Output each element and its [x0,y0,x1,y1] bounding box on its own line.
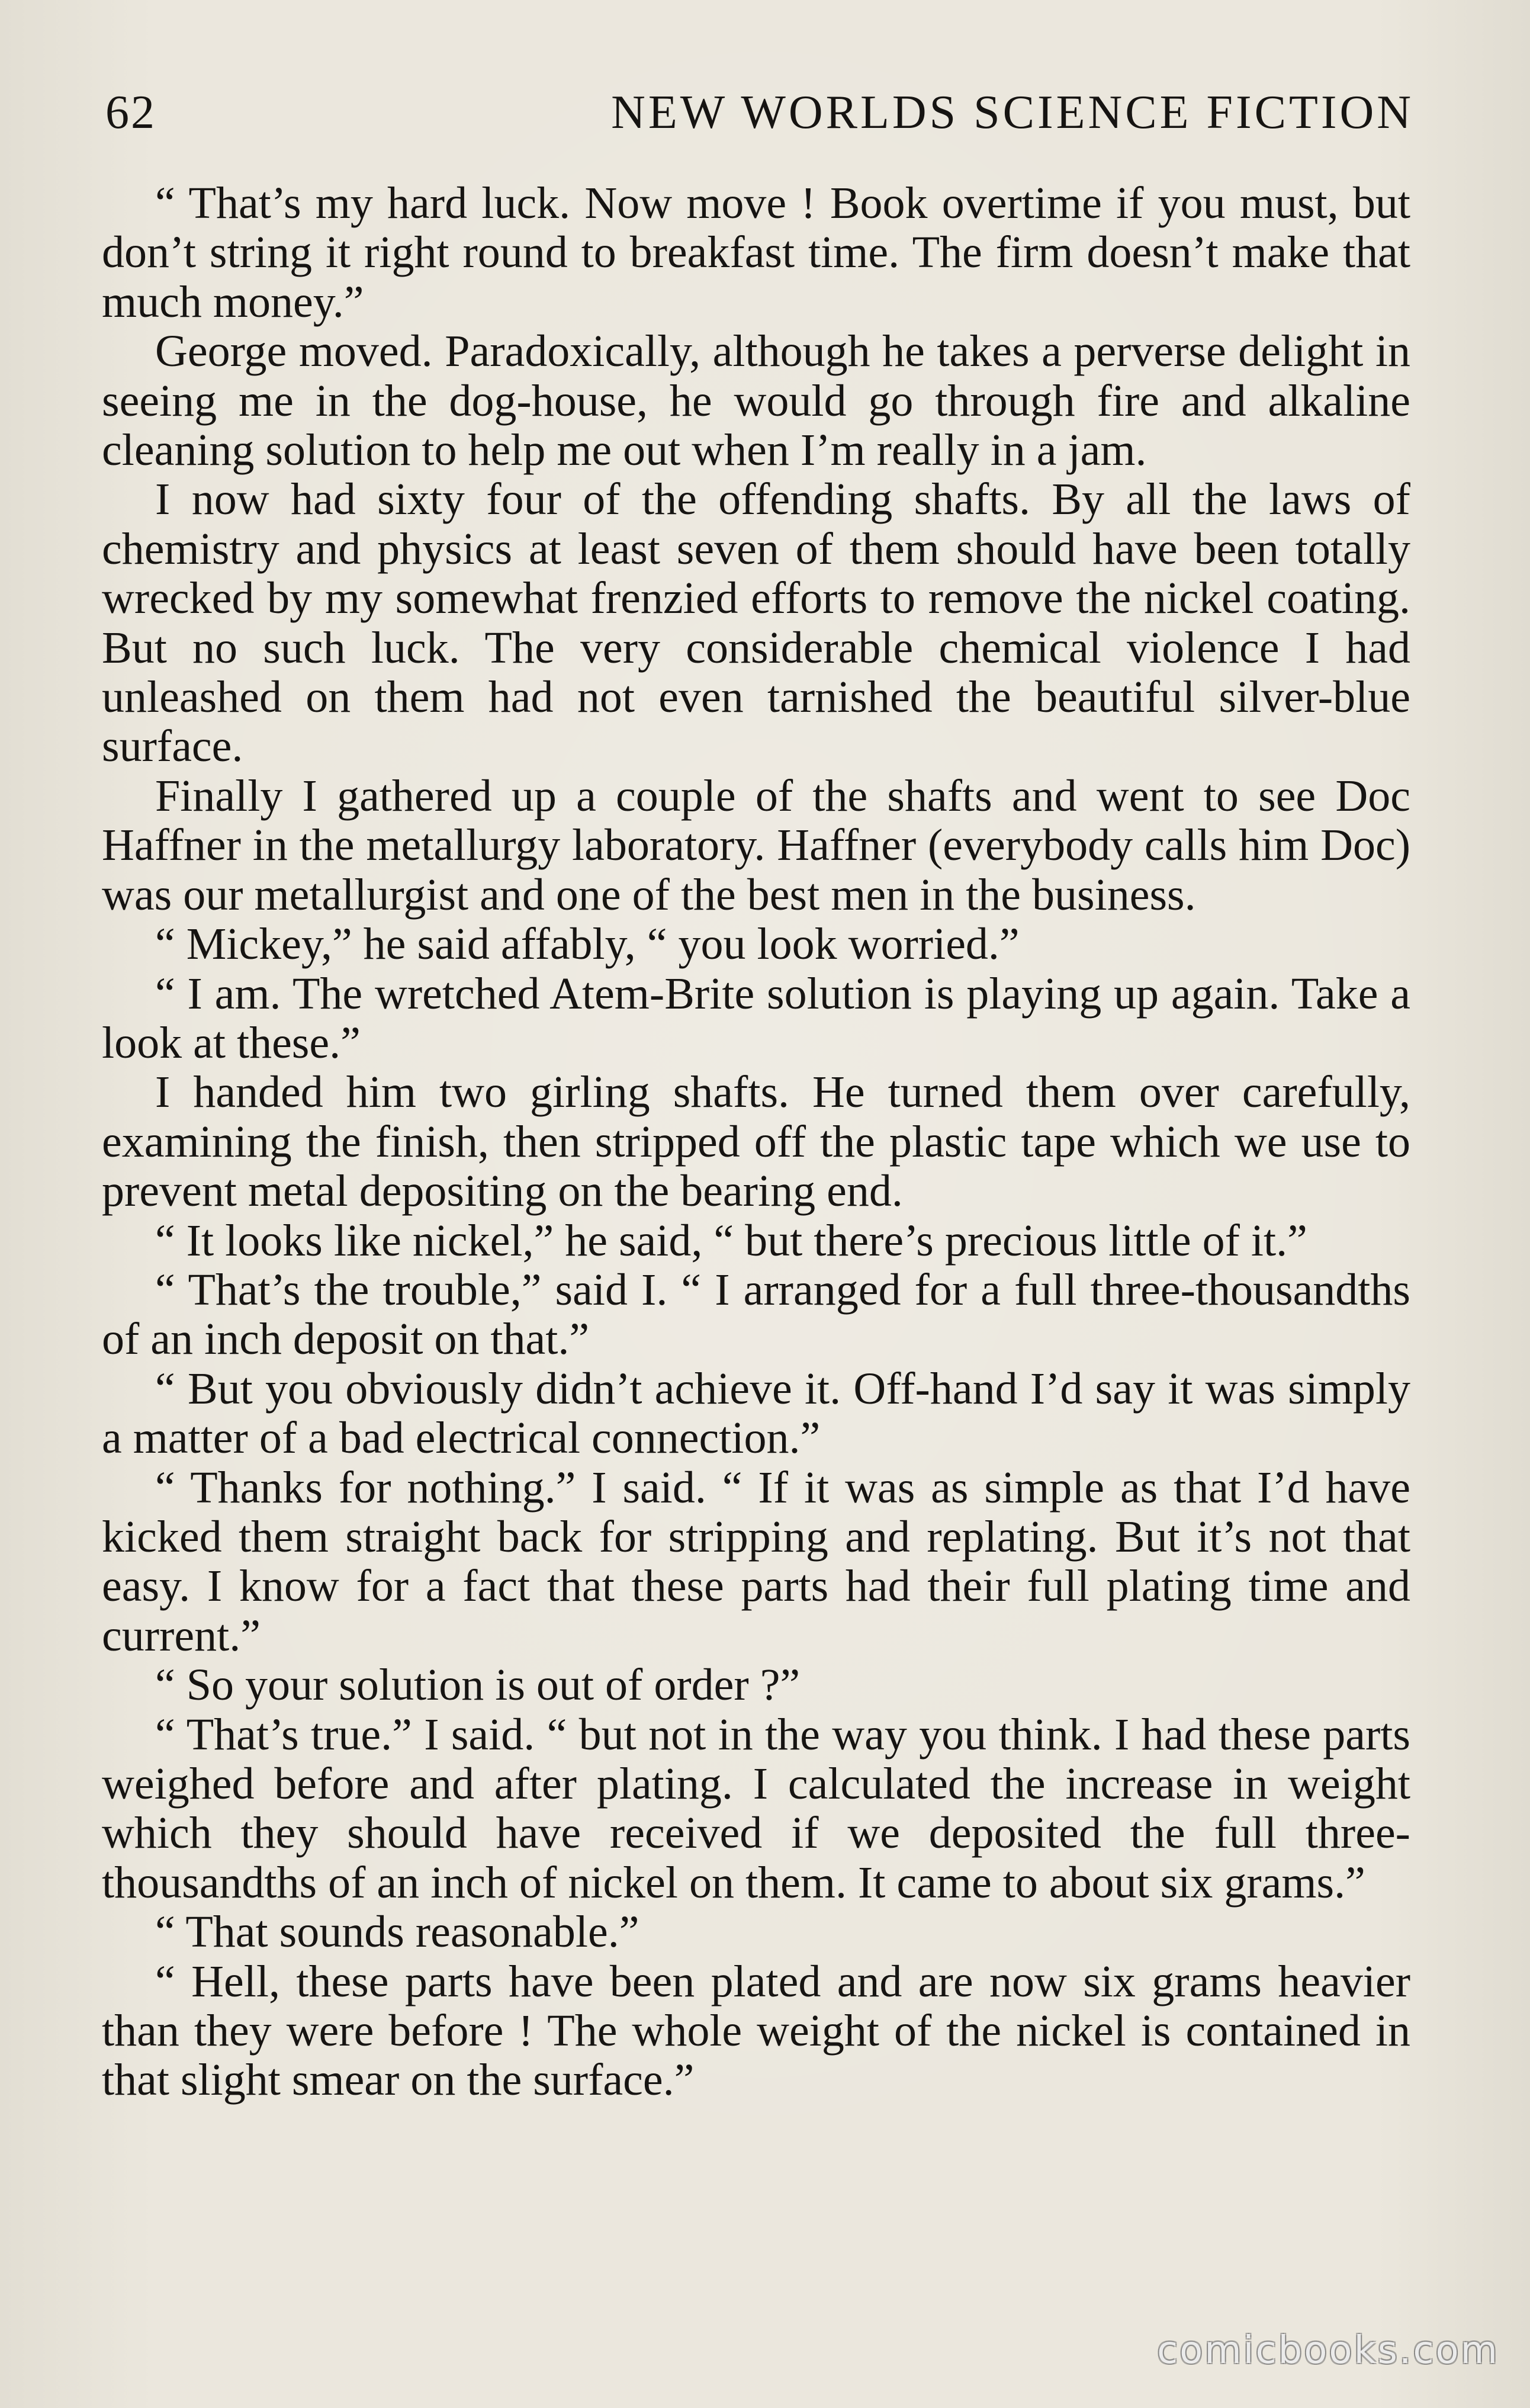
paragraph: “ That’s true.” I said. “ but not in the way you think. I had these parts weighed before and after plating. I calculated the increase in weight which they should have received if we deposited the full three-thousandths of an inch of nickel on them. It came to about six grams.” [102,1709,1410,1908]
paragraph: I handed him two girling shafts. He turned them over carefully, examining the finish, then stripped off the plastic tape which we use to prevent metal depositing on the bearing end. [102,1067,1410,1216]
watermark: comicbooks.com [1156,2329,1499,2372]
paragraph: “ So your solution is out of order ?” [155,1660,801,1710]
paragraph: “ It looks like nickel,” he said, “ but there’s precious little of it.” [155,1215,1307,1266]
paragraph: Finally I gathered up a couple of the shafts and went to see Doc Haffner in the metallurgy laboratory. Haffner (everybody calls him Doc) was our metallurgist and one of the best men in the business. [102,770,1410,920]
paragraph: “ That sounds reasonable.” [155,1907,639,1957]
paragraph: I now had sixty four of the offending shafts. By all the laws of chemistry and physics at least seven of them should have been totally wrecked by my somewhat frenzied efforts to remove the nickel coating. But no such luck. The very considerable chemical violence I had unleashed on them had not even tarnished the beautiful silver-blue surface. [102,474,1410,772]
paragraph: “ Mickey,” he said affably, “ you look worried.” [155,919,1020,969]
paragraph: George moved. Paradoxically, although he takes a perverse delight in seeing me in the dog-house, he would go through fire and alkaline cleaning solution to help me out when I’m really in a jam. [102,326,1410,476]
paragraph: “ That’s the trouble,” said I. “ I arranged for a full three-thousandths of an inch deposit on that.” [102,1264,1410,1364]
running-head: NEW WORLDS SCIENCE FICTION [611,86,1414,139]
body-text [102,179,1410,2105]
paragraph: “ Hell, these parts have been plated and are now six grams heavier than they were before ! The whole weight of the nickel is contained in that slight smear on the surface.” [102,1956,1410,2105]
paragraph: “ That’s my hard luck. Now move ! Book overtime if you must, but don’t string it right round to breakfast time. The firm doesn’t make that much money.” [102,178,1410,327]
paragraph: “ Thanks for nothing.” I said. “ If it was as simple as that I’d have kicked them straight back for stripping and replating. But it’s not that easy. I know for a fact that these parts had their full plating time and current.” [102,1462,1410,1661]
page-number: 62 [105,86,156,139]
paragraph: “ I am. The wretched Atem-Brite solution is playing up again. Take a look at these.” [102,968,1410,1068]
paragraph: “ But you obviously didn’t achieve it. Off-hand I’d say it was simply a matter of a bad electrical connection.” [102,1363,1410,1463]
page-header [105,83,1414,142]
